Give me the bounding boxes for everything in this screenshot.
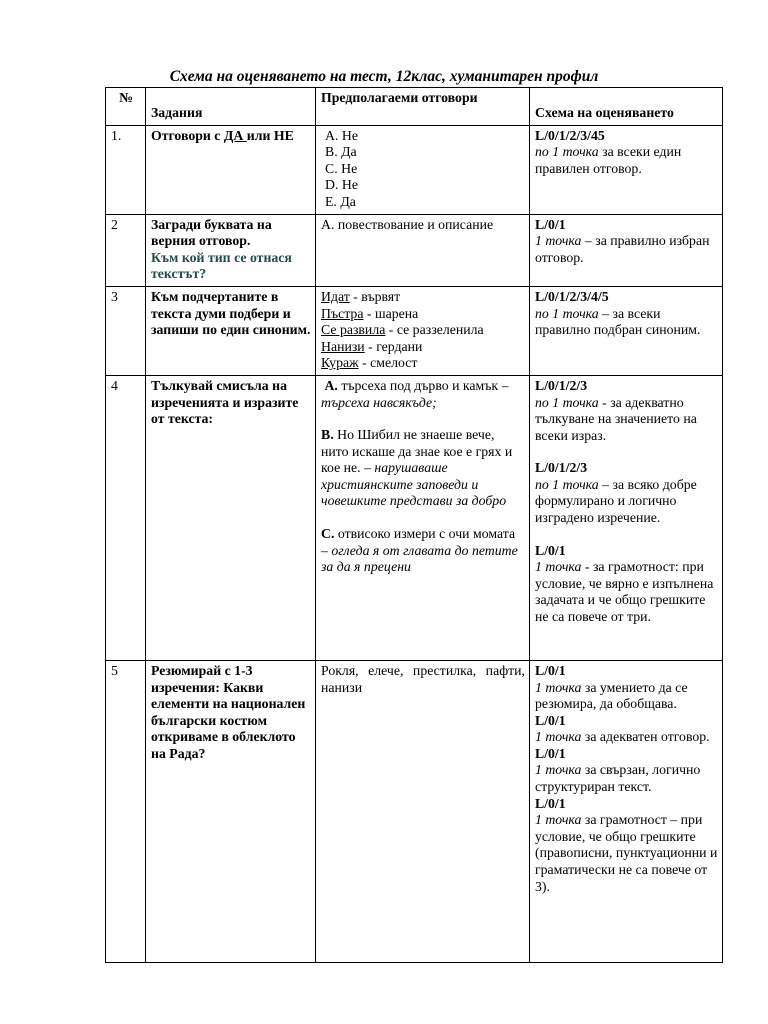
interpretation-c (321, 526, 525, 576)
score-note (535, 680, 718, 713)
table-row (106, 125, 723, 214)
answer-cell (316, 660, 530, 962)
synonym-pair (321, 289, 525, 306)
answer-cell: А. повествование и описание (316, 214, 530, 286)
score-note-text: за свързан, логично структуриран текст. (535, 762, 701, 795)
row-number: 1. (106, 125, 146, 214)
score-note-italic: 1 точка (535, 679, 582, 695)
task-text: Към подчертаните в текста думи подбери и запиши по един синоним. (146, 286, 316, 375)
item-text: отвисоко измери с очи момата (334, 526, 516, 542)
score-note-text: за адекватен отговор. (581, 729, 710, 745)
task-cell (146, 214, 316, 286)
item-interpretation: – нарушаваше християнските заповеди и човешките представи за добро (321, 460, 507, 509)
interpretations-cell (316, 375, 530, 660)
item-label: B. (321, 427, 334, 443)
score-note (535, 729, 718, 746)
item-interpretation: – огледа я от главата до петите за да я прецени (321, 542, 518, 575)
item-interpretation: – търсеха навсякъде; (321, 377, 509, 410)
item-label: A. (324, 377, 338, 393)
score-cell (530, 286, 723, 375)
underlined-word: Се развила (321, 322, 386, 338)
score-code: L/0/1 (535, 795, 566, 811)
score-note-italic: по 1 точка (535, 144, 599, 160)
answer-text: Рокля, елече, престилка, пафти, нанизи (321, 662, 525, 695)
score-note-text: за всеки един правилен отговор. (535, 144, 682, 176)
score-note (535, 477, 718, 527)
table-row (106, 286, 723, 375)
score-note-italic: по 1 точка (535, 476, 599, 492)
score-note (535, 306, 718, 339)
score-note-italic: по 1 точка (535, 394, 599, 410)
answer-item: B. Да (325, 144, 357, 160)
header-row (106, 88, 723, 126)
header-num-label: № (119, 90, 133, 105)
item-label: C. (321, 526, 335, 542)
score-note-text: за грамотност – при условие, че общо грешките (правописни, пунктуационни и граматически не са повече от 3). (535, 812, 718, 894)
header-answers-label: Предполагаеми отговори (321, 90, 478, 105)
underlined-word: Кураж (321, 355, 359, 371)
table-row (106, 375, 723, 660)
synonym-pair (321, 355, 525, 372)
interpretation-b (321, 427, 525, 510)
table-row (106, 660, 723, 962)
synonym-pair (321, 339, 525, 356)
synonym: - смелост (358, 355, 418, 371)
score-code: L/0/1/2/3 (535, 377, 588, 393)
score-cell (530, 375, 723, 660)
score-note-italic: 1 точка (535, 762, 582, 778)
scoring-table (105, 87, 723, 963)
score-code: L/0/1/2/3/4/5 (535, 288, 609, 304)
header-num (106, 88, 146, 126)
item-text: търсеха под дърво и камък (337, 377, 502, 393)
score-note (535, 144, 718, 177)
table-row (106, 214, 723, 286)
score-note-text: за умението да се резюмира, да обобщава. (535, 679, 688, 712)
score-note-text: – за всяко добре формулирано и логично изградено изречение. (535, 476, 697, 526)
score-note-text: за правилно избран отговор. (535, 233, 710, 265)
score-code: L/0/1 (535, 745, 566, 761)
score-note-text: – за всеки правилно подбран синоним. (535, 305, 701, 338)
underlined-word: Идат (321, 288, 350, 304)
score-note-italic: 1 точка (535, 559, 582, 575)
document-title: Схема на оценяването на тест, 12клас, хуманитарен профил (169, 68, 599, 85)
score-note-text: - за грамотност: при условие, че вярно е изпълнена задачата и че общо грешките не са повече от три. (535, 559, 714, 625)
task-text: Загради буквата на верния отговор. (151, 216, 272, 249)
answer-item: D. Не (325, 177, 358, 193)
score-note (535, 762, 718, 795)
score-cell (530, 125, 723, 214)
synonym-pair (321, 322, 525, 339)
task-underlined-word: ДА (223, 127, 247, 143)
row-number: 5 (106, 660, 146, 962)
score-code: L/0/1 (535, 216, 566, 232)
synonym-pair (321, 306, 525, 323)
answers-cell (316, 125, 530, 214)
score-code: L/0/1 (535, 662, 566, 678)
synonyms-cell (316, 286, 530, 375)
score-code: L/0/1 (535, 542, 566, 558)
underlined-word: Нанизи (321, 338, 365, 354)
score-note-italic: 1 точка – (535, 233, 592, 249)
score-note-italic: 1 точка (535, 812, 582, 828)
score-code: L/0/1 (535, 712, 566, 728)
underlined-word: Пъстра (321, 305, 364, 321)
score-note (535, 395, 718, 445)
synonym: - се раззеленила (385, 322, 484, 338)
score-code: L/0/1/2/3 (535, 460, 588, 476)
task-question: Към кой тип се отнася текстът? (151, 249, 292, 282)
item-text: Но Шибил не знаеше вече, нито искаше да знае кое е грях и кое не. (321, 427, 513, 476)
task-text-part: или НЕ (246, 127, 294, 143)
interpretation-a (321, 378, 525, 411)
score-note-text: - за адекватно тълкуване на значението на всеки израз. (535, 394, 697, 443)
answer-item: A. Не (325, 127, 358, 143)
synonym: - вървят (349, 288, 401, 304)
task-text: Тълкувай смисъла на изреченията и изразите от текста: (146, 375, 316, 660)
score-note (535, 233, 718, 266)
score-note-italic: по 1 точка (535, 305, 599, 321)
header-tasks-label: Задания (151, 105, 203, 120)
task-text (146, 125, 316, 214)
header-answers (316, 88, 530, 126)
header-scheme (530, 88, 723, 126)
header-tasks (146, 88, 316, 126)
answer-item: C. Не (325, 160, 358, 176)
score-note (535, 812, 718, 895)
synonym: - гердани (364, 338, 423, 354)
row-number: 2 (106, 214, 146, 286)
header-scheme-label: Схема на оценяването (535, 105, 674, 120)
score-note (535, 559, 718, 625)
score-note-italic: 1 точка (535, 729, 582, 745)
row-number: 4 (106, 375, 146, 660)
score-cell (530, 214, 723, 286)
score-cell (530, 660, 723, 962)
synonym: - шарена (363, 305, 419, 321)
answer-item: E. Да (325, 193, 356, 209)
task-text: Резюмирай с 1-3 изречения: Какви елементи на национален български костюм откриваме в облеклото на Рада? (146, 660, 316, 962)
task-text-part: Отговори с (151, 127, 224, 143)
score-code: L/0/1/2/3/45 (535, 127, 605, 143)
row-number: 3 (106, 286, 146, 375)
